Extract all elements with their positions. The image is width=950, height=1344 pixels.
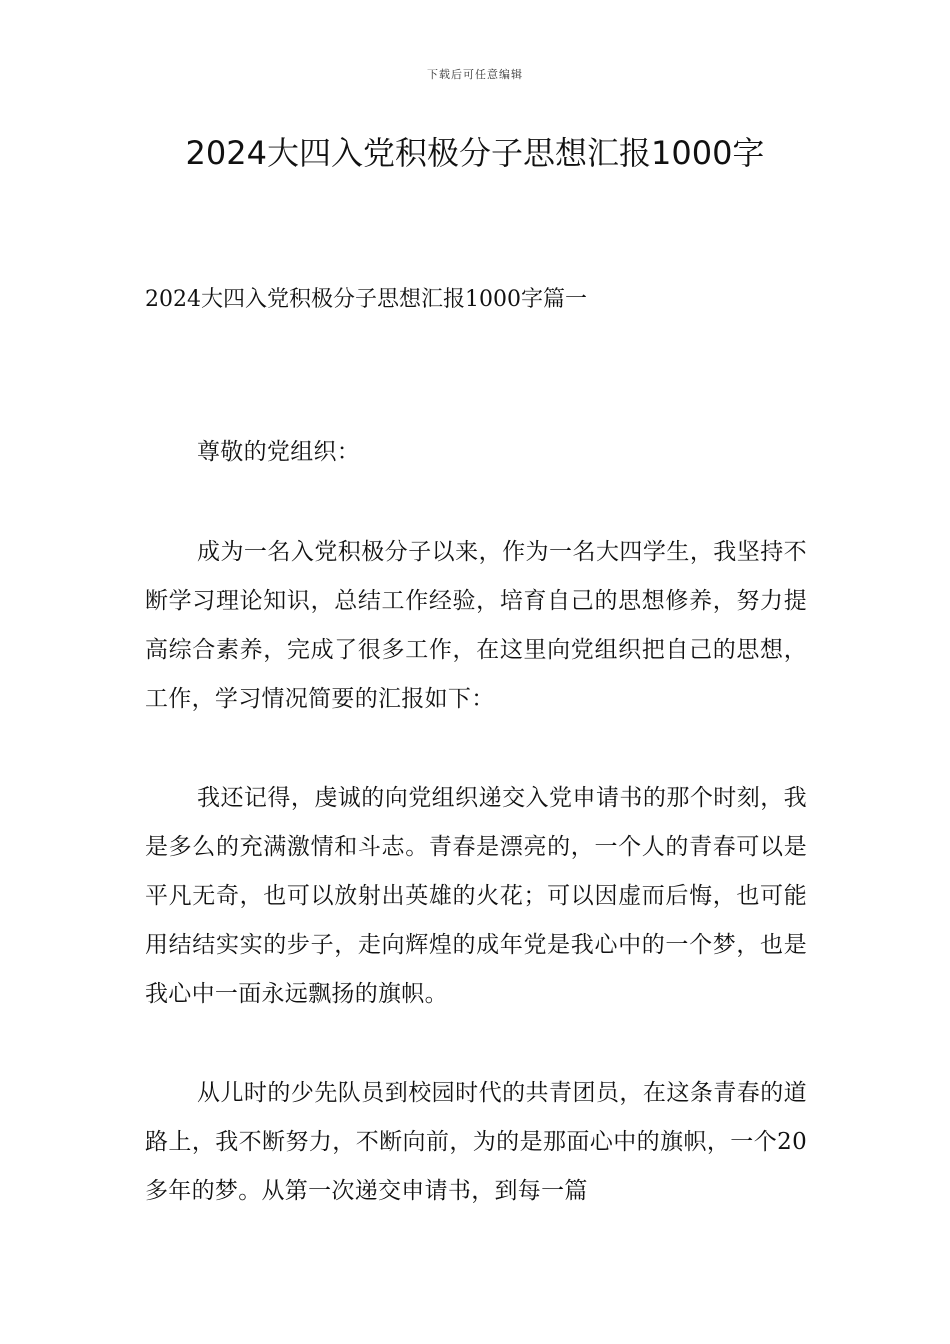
paragraph: 我还记得，虔诚的向党组织递交入党申请书的那个时刻，我是多么的充满激情和斗志。青春是漂亮的，一个人的青春可以是平凡无奇，也可以放射出英雄的火花；可以因虚而后悔，也可能用结结实实的步子，走向辉煌的成年党是我心中的一个梦，也是我心中一面永远飘扬的旗帜。 (145, 785, 807, 1007)
document-title: 2024大四入党积极分子思想汇报1000字 (185, 134, 765, 172)
section-title: 2024大四入党积极分子思想汇报1000字篇一 (145, 287, 587, 312)
paragraph: 从儿时的少先队员到校园时代的共青团员，在这条青春的道路上，我不断努力，不断向前，为的是那面心中的旗帜，一个20多年的梦。从第一次递交申请书，到每一篇 (145, 1080, 807, 1204)
salutation: 尊敬的党组织： (197, 439, 361, 465)
paragraph: 成为一名入党积极分子以来，作为一名大四学生，我坚持不断学习理论知识，总结工作经验，培育自己的思想修养，努力提高综合素养，完成了很多工作，在这里向党组织把自己的思想，工作，学习情况简要的汇报如下： (145, 539, 807, 712)
header-note: 下载后可任意编辑 (427, 68, 523, 81)
